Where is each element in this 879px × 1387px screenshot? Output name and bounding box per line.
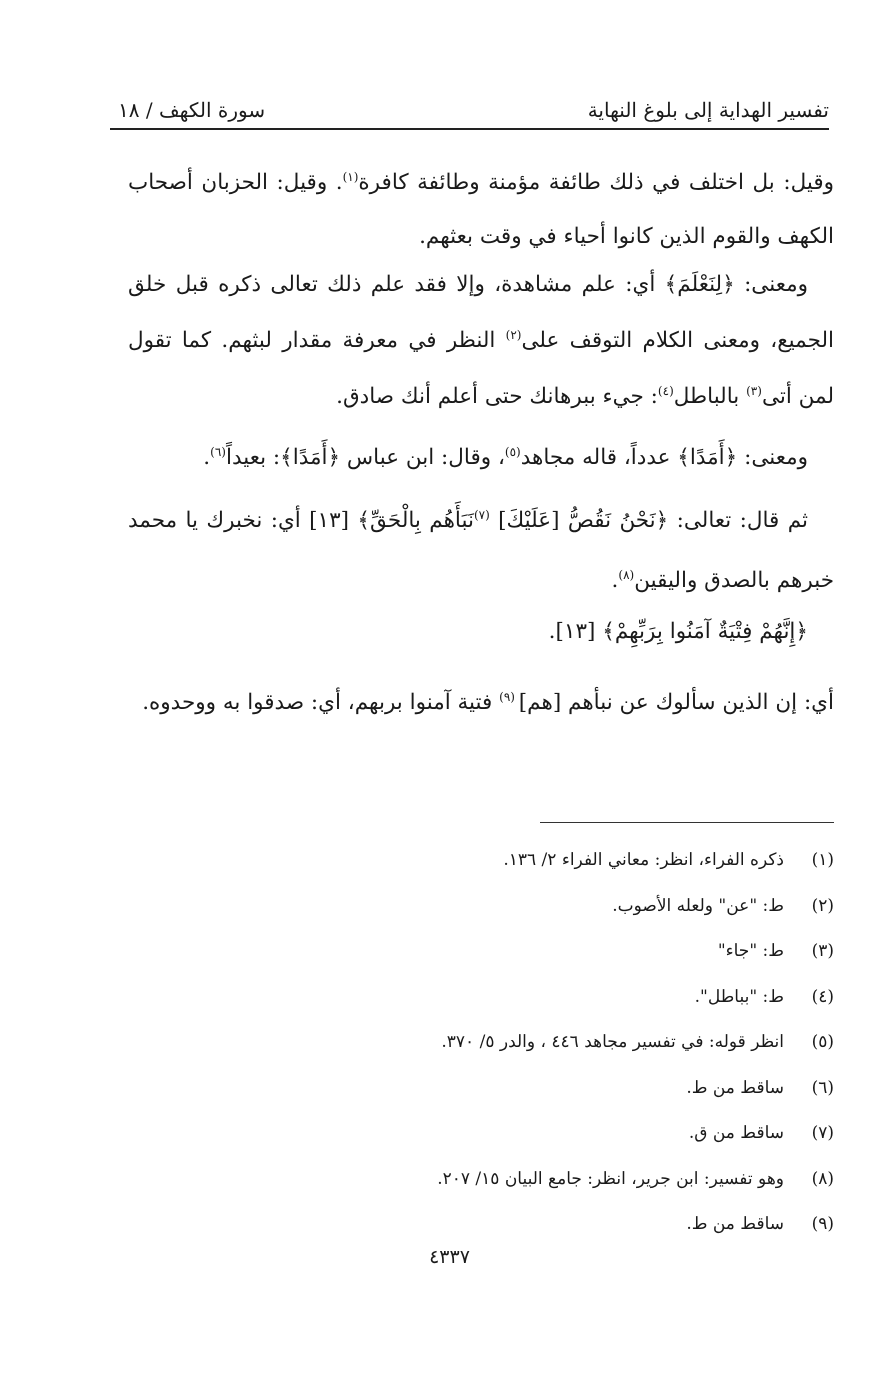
paragraph-2 — [128, 260, 834, 422]
book-title: تفسير الهداية إلى بلوغ النهاية — [587, 98, 829, 122]
footnote-text: وهو تفسير: ابن جرير، انظر: جامع البيان ١٥/ ٢٠٧. — [437, 1168, 784, 1189]
paragraph-1 — [128, 150, 834, 264]
footnote-number: (٥) — [811, 1032, 834, 1052]
footnote-number: (٤) — [811, 986, 834, 1007]
paragraph-4-text-b: نَبَأَهُم بِالْحَقِّ﴾ [١٣] أي: نخبرك يا محمد خبرهم بالصدق واليقين — [128, 508, 834, 594]
footnote-ref-9: (٩) — [499, 690, 519, 704]
footnote-item — [130, 1027, 834, 1073]
footnote-ref-1: (١) — [342, 170, 359, 184]
footnote-number: (٨) — [811, 1168, 834, 1189]
paragraph-3-text-a: ومعنى: ﴿أَمَدًا﴾ عدداً، قاله مجاهد — [520, 445, 808, 471]
footnote-ref-5: (٥) — [504, 445, 521, 459]
footnote-separator — [540, 822, 834, 823]
footnote-ref-2: (٢) — [505, 328, 522, 342]
paragraph-2-text-d: : جيء ببرهانك حتى أعلم أنك صادق. — [336, 384, 658, 410]
paragraph-2-text-c: بالباطل — [673, 384, 747, 410]
footnote-item — [130, 1164, 834, 1210]
paragraph-4-text-a: ثم قال: تعالى: ﴿نَحْنُ نَقُصُّ [عَلَيْكَ] — [489, 508, 809, 534]
footnote-ref-8: (٨) — [618, 568, 635, 583]
paragraph-5-verse — [128, 605, 834, 659]
footnote-ref-4: (٤) — [657, 384, 674, 399]
paragraph-4-text-c: . — [611, 568, 619, 594]
running-header — [110, 98, 829, 130]
footnote-text: ط: "بباطل". — [694, 986, 784, 1007]
paragraph-6-text-a: أي: إن الذين سألوك عن نبأهم [هم] — [518, 690, 834, 716]
surah-label: سورة الكهف / ١٨ — [118, 98, 266, 122]
paragraph-2-text-a: ومعنى: ﴿لِنَعْلَمَ﴾ أي: علم مشاهدة، وإلا فقد علم ذلك تعالى ذكره قبل خلق الجميع، ومعنى الكلام التوقف على — [128, 272, 834, 354]
footnote-ref-6: (٦) — [210, 445, 226, 459]
footnote-item — [130, 1073, 834, 1119]
footnote-text: ساقط من ق. — [688, 1123, 784, 1143]
footnote-text: ساقط من ط. — [686, 1077, 784, 1098]
paragraph-6-text-b: فتية آمنوا بربهم، أي: صدقوا به ووحدوه. — [142, 690, 500, 716]
page-number: ٤٣٣٧ — [429, 1246, 470, 1268]
footnote-item — [130, 891, 834, 937]
paragraph-2-text-b: النظر في معرفة مقدار لبثهم. كما تقول لمن أتى — [128, 328, 834, 410]
footnote-number: (٢) — [811, 895, 834, 916]
footnote-item — [130, 982, 834, 1028]
paragraph-6 — [128, 670, 834, 730]
footnote-number: (٣) — [811, 941, 834, 961]
paragraph-3 — [128, 425, 834, 485]
footnote-item — [130, 936, 834, 982]
footnote-ref-7: (٧) — [473, 508, 490, 522]
footnote-text: ساقط من ط. — [686, 1214, 784, 1234]
quran-verse: ﴿إِنَّهُمْ فِتْيَةٌ آمَنُوا بِرَبِّهِمْ﴾ [١٣]. — [548, 619, 808, 644]
footnote-item — [130, 845, 834, 891]
footnote-item — [130, 1118, 834, 1164]
footnote-number: (٩) — [811, 1214, 834, 1234]
footnote-ref-3: (٣) — [746, 384, 762, 399]
footnote-number: (٧) — [811, 1123, 834, 1143]
footnotes — [130, 845, 834, 1255]
paragraph-1-text-a: وقيل: بل اختلف في ذلك طائفة مؤمنة وطائفة كافرة — [358, 170, 834, 196]
footnote-number: (١) — [811, 850, 834, 870]
footnote-text: ط: "عن" ولعله الأصوب. — [612, 895, 784, 916]
paragraph-4 — [128, 488, 834, 608]
footnote-text: ذكره الفراء، انظر: معاني الفراء ٢/ ١٣٦. — [503, 850, 784, 870]
paragraph-1-text-b: . وقيل: الحزبان أصحاب الكهف والقوم الذين كانوا أحياء في وقت بعثهم. — [128, 170, 834, 250]
paragraph-3-text-c: . — [203, 445, 211, 471]
paragraph-3-text-b: ، وقال: ابن عباس ﴿أَمَدًا﴾: بعيداً — [225, 445, 505, 471]
footnote-text: انظر قوله: في تفسير مجاهد ٤٤٦ ، والدر ٥/ ٣٧٠. — [441, 1032, 784, 1052]
footnote-number: (٦) — [811, 1077, 834, 1098]
footnote-text: ط: "جاء" — [717, 941, 784, 961]
